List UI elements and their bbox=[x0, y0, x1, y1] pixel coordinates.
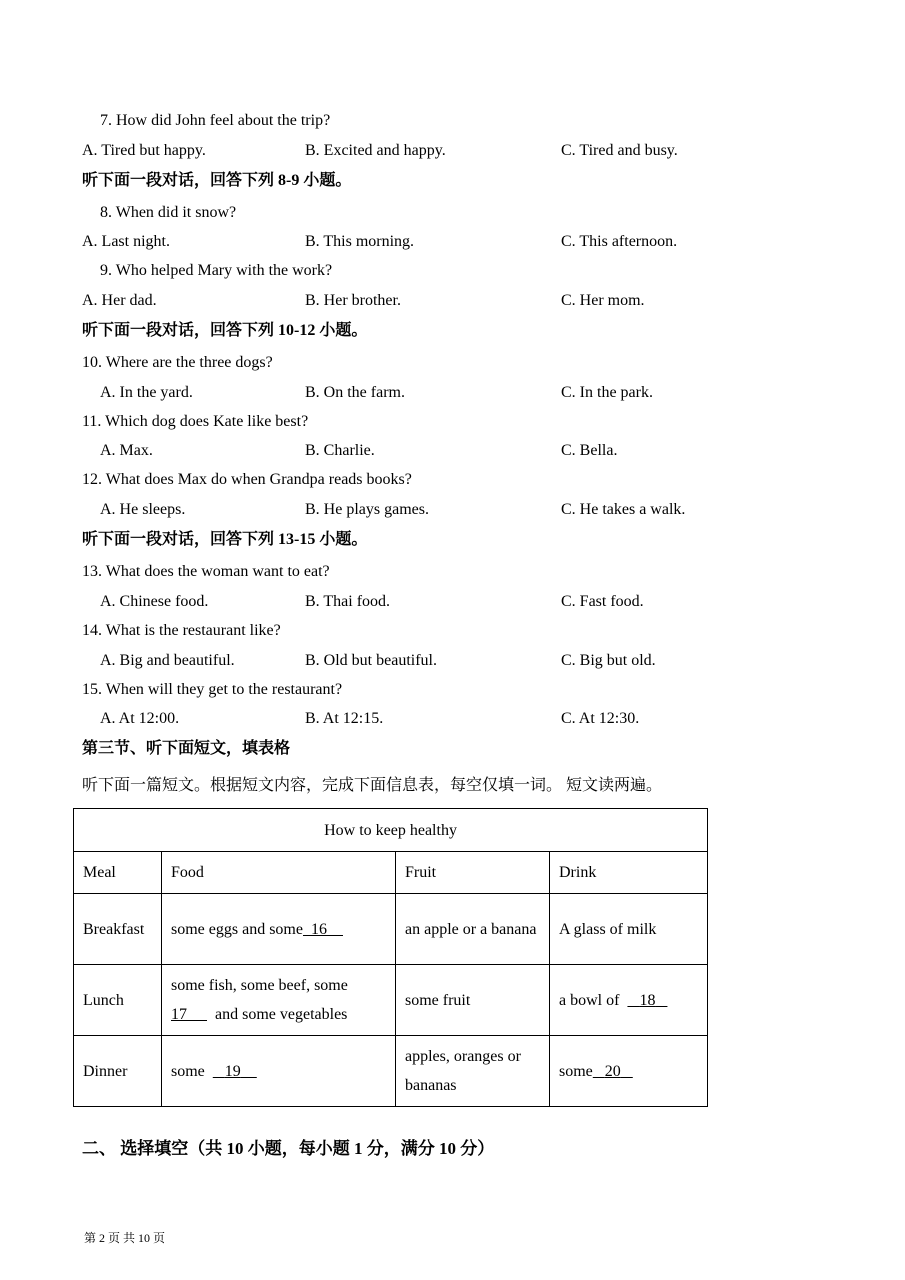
breakfast-drink: A glass of milk bbox=[550, 894, 708, 965]
blank-16-number: 16 bbox=[310, 920, 327, 938]
question-11: 11. Which dog does Kate like best? bbox=[82, 413, 309, 430]
part-2-title: 二、 选择填空（共 10 小题，每小题 1 分，满分 10 分） bbox=[82, 1139, 495, 1158]
blank-16 bbox=[303, 921, 343, 938]
blank-18-number: 18 bbox=[639, 991, 656, 1009]
q13-option-c: C. Fast food. bbox=[561, 593, 644, 610]
q8-option-b: B. This morning. bbox=[305, 233, 415, 250]
blank-19-number: 19 bbox=[224, 1062, 241, 1080]
question-15: 15. When will they get to the restaurant? bbox=[82, 681, 343, 698]
question-14: 14. What is the restaurant like? bbox=[82, 622, 281, 639]
info-table bbox=[73, 808, 708, 1107]
q15-option-b: B. At 12:15. bbox=[305, 710, 384, 727]
question-8: 8. When did it snow? bbox=[100, 204, 237, 221]
blank-20-number: 20 bbox=[604, 1062, 621, 1080]
q8-option-c: C. This afternoon. bbox=[561, 233, 678, 250]
breakfast-food bbox=[162, 894, 396, 965]
q7-option-a: A. Tired but happy. bbox=[82, 142, 206, 159]
q11-option-b: B. Charlie. bbox=[305, 442, 375, 459]
table-row-lunch bbox=[74, 965, 708, 1036]
question-13: 13. What does the woman want to eat? bbox=[82, 563, 330, 580]
header-drink: Drink bbox=[550, 852, 708, 894]
dinner-food bbox=[162, 1036, 396, 1107]
page-footer: 第 2 页 共 10 页 bbox=[84, 1231, 166, 1245]
q9-option-b: B. Her brother. bbox=[305, 292, 401, 309]
q10-option-c: C. In the park. bbox=[561, 384, 653, 401]
q10-option-a: A. In the yard. bbox=[100, 384, 193, 401]
q11-option-c: C. Bella. bbox=[561, 442, 618, 459]
question-7: 7. How did John feel about the trip? bbox=[100, 112, 331, 129]
instruction-8-9: 听下面一段对话，回答下列 8-9 小题。 bbox=[82, 172, 352, 189]
dinner-food-text: some bbox=[171, 1062, 205, 1080]
q14-option-c: C. Big but old. bbox=[561, 652, 656, 669]
q13-option-b: B. Thai food. bbox=[305, 593, 391, 610]
header-food: Food bbox=[162, 852, 396, 894]
table-row-dinner bbox=[74, 1036, 708, 1107]
dinner-drink-text: some bbox=[559, 1062, 593, 1080]
section-3-instruction: 听下面一篇短文。根据短文内容，完成下面信息表，每空仅填一词。 短文读两遍。 bbox=[82, 777, 663, 794]
blank-19 bbox=[213, 1063, 257, 1080]
breakfast-fruit: an apple or a banana bbox=[396, 894, 550, 965]
lunch-food bbox=[162, 965, 396, 1036]
q14-option-b: B. Old but beautiful. bbox=[305, 652, 437, 669]
dinner-meal: Dinner bbox=[74, 1036, 162, 1107]
table-title: How to keep healthy bbox=[74, 809, 708, 852]
lunch-drink bbox=[550, 965, 708, 1036]
breakfast-food-text: some eggs and some bbox=[171, 920, 303, 938]
q15-option-a: A. At 12:00. bbox=[100, 710, 180, 727]
instruction-10-12: 听下面一段对话，回答下列 10-12 小题。 bbox=[82, 322, 368, 339]
q12-option-b: B. He plays games. bbox=[305, 501, 429, 518]
blank-20 bbox=[593, 1063, 633, 1080]
q10-option-b: B. On the farm. bbox=[305, 384, 405, 401]
blank-17 bbox=[171, 1006, 207, 1023]
lunch-meal: Lunch bbox=[74, 965, 162, 1036]
header-fruit: Fruit bbox=[396, 852, 550, 894]
q14-option-a: A. Big and beautiful. bbox=[100, 652, 235, 669]
lunch-fruit: some fruit bbox=[396, 965, 550, 1036]
q8-option-a: A. Last night. bbox=[82, 233, 170, 250]
question-10: 10. Where are the three dogs? bbox=[82, 354, 273, 371]
section-3-title: 第三节、听下面短文，填表格 bbox=[82, 740, 291, 757]
q12-option-a: A. He sleeps. bbox=[100, 501, 186, 518]
question-9: 9. Who helped Mary with the work? bbox=[100, 262, 333, 279]
lunch-food-text: some fish, some beef, some bbox=[171, 977, 348, 994]
question-12: 12. What does Max do when Grandpa reads books? bbox=[82, 471, 412, 488]
instruction-13-15: 听下面一段对话，回答下列 13-15 小题。 bbox=[82, 531, 368, 548]
dinner-drink bbox=[550, 1036, 708, 1107]
q12-option-c: C. He takes a walk. bbox=[561, 501, 686, 518]
header-meal: Meal bbox=[74, 852, 162, 894]
q9-option-c: C. Her mom. bbox=[561, 292, 645, 309]
q11-option-a: A. Max. bbox=[100, 442, 153, 459]
lunch-drink-text: a bowl of bbox=[559, 991, 620, 1009]
q7-option-b: B. Excited and happy. bbox=[305, 142, 446, 159]
q7-option-c: C. Tired and busy. bbox=[561, 142, 678, 159]
blank-17-number: 17 bbox=[171, 1006, 187, 1023]
q9-option-a: A. Her dad. bbox=[82, 292, 157, 309]
table-row-breakfast bbox=[74, 894, 708, 965]
q13-option-a: A. Chinese food. bbox=[100, 593, 209, 610]
breakfast-meal: Breakfast bbox=[74, 894, 162, 965]
lunch-food-rest: and some vegetables bbox=[215, 1006, 348, 1023]
blank-18 bbox=[627, 992, 667, 1009]
dinner-fruit: apples, oranges or bananas bbox=[396, 1036, 550, 1107]
q15-option-c: C. At 12:30. bbox=[561, 710, 640, 727]
